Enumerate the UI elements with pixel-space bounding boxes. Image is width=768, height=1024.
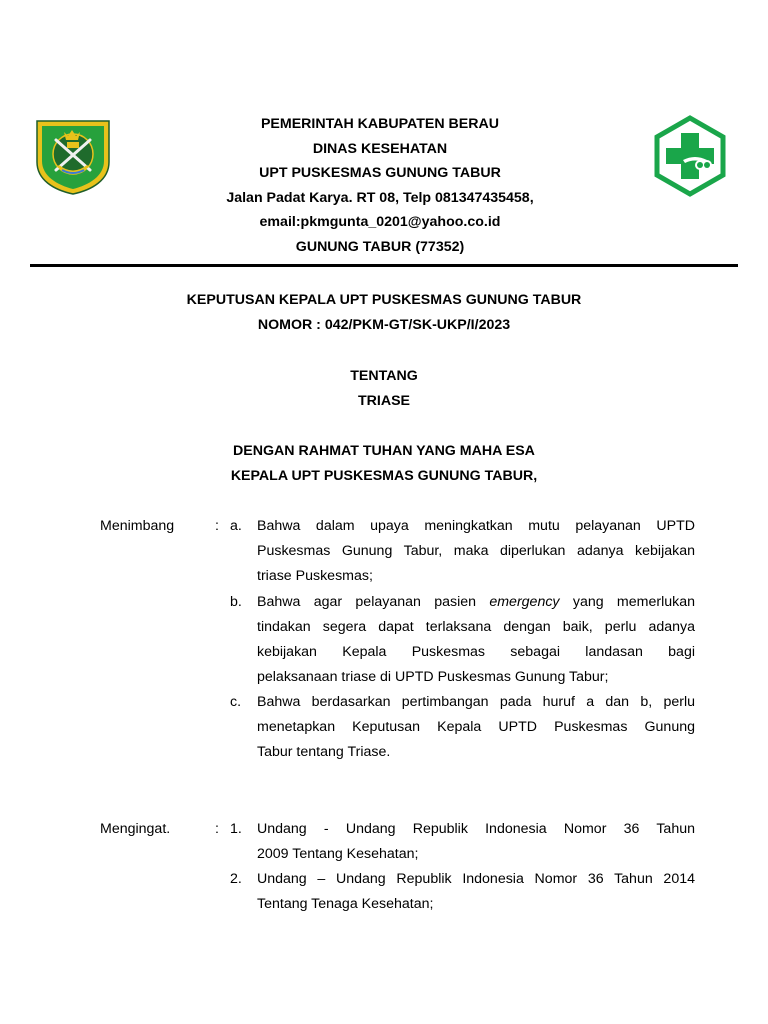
letterhead-department: DINAS KESEHATAN [312, 140, 448, 157]
text-line: menetapkan Keputusan Kepala UPTD Puskesmas Gunung [257, 719, 695, 735]
letterhead-city: GUNUNG TABUR (77352) [295, 238, 465, 255]
list-item-text [257, 514, 695, 589]
text-line: triase Puskesmas; [257, 568, 373, 584]
text-segment: yang memerlukan [559, 594, 695, 610]
emphasized-term: emergency [489, 594, 560, 610]
decree-number: NOMOR : 042/PKM-GT/SK-UKP/I/2023 [257, 317, 511, 333]
list-marker: b. [230, 594, 242, 610]
list-item-text [257, 590, 695, 690]
decree-heading [0, 288, 768, 338]
list-item-text [257, 690, 695, 765]
text-line: Undang – Undang Republik Indonesia Nomor 36 Tahun 2014 [257, 871, 695, 887]
text-line: pelaksanaan triase di UPTD Puskesmas Gunung Tabur; [257, 669, 609, 685]
berau-regency-emblem-icon [34, 118, 112, 196]
list-marker: a. [230, 518, 242, 534]
list-item-text [257, 867, 695, 917]
opening-head-of-office: KEPALA UPT PUSKESMAS GUNUNG TABUR, [230, 468, 538, 484]
mengingat-item-1 [230, 817, 695, 867]
text-line: Undang - Undang Republik Indonesia Nomor 36 Tahun [257, 821, 695, 837]
letterhead [140, 112, 620, 259]
list-marker: c. [230, 694, 242, 710]
decree-opening [0, 439, 768, 489]
text-line: Tentang Tenaga Kesehatan; [257, 896, 434, 912]
mengingat-item-2 [230, 867, 695, 917]
menimbang-item-c [230, 690, 695, 765]
text-line: Tabur tentang Triase. [257, 744, 391, 760]
decree-subject [0, 364, 768, 414]
menimbang-colon: : [215, 518, 219, 534]
text-line: Bahwa dalam upaya meningkatkan mutu pelayanan UPTD [257, 518, 695, 534]
letterhead-email: email:pkmgunta_0201@yahoo.co.id [259, 214, 501, 230]
list-item-text [257, 817, 695, 867]
text-line: Puskesmas Gunung Tabur, maka diperlukan adanya kebijakan [257, 543, 695, 559]
list-marker: 1. [230, 821, 242, 837]
puskesmas-logo-icon [649, 115, 731, 197]
decree-about-subject: TRIASE [357, 393, 411, 409]
opening-divine-grace: DENGAN RAHMAT TUHAN YANG MAHA ESA [233, 443, 535, 459]
mengingat-label: Mengingat. [100, 821, 171, 837]
text-line: kebijakan Kepala Puskesmas sebagai landasan bagi [257, 644, 695, 660]
text-line: tindakan segera dapat terlaksana dengan baik, perlu adanya [257, 619, 695, 635]
menimbang-item-a [230, 514, 695, 589]
letterhead-address: Jalan Padat Karya. RT 08, Telp 081347435458, [226, 189, 534, 206]
text-line [257, 590, 695, 615]
letterhead-divider [30, 264, 738, 267]
text-line: 2009 Tentang Kesehatan; [257, 846, 419, 862]
menimbang-item-b [230, 590, 695, 690]
text-line: Bahwa berdasarkan pertimbangan pada huruf a dan b, perlu [257, 694, 695, 710]
mengingat-colon: : [215, 821, 219, 837]
letterhead-government: PEMERINTAH KABUPATEN BERAU [260, 116, 500, 132]
decree-title: KEPUTUSAN KEPALA UPT PUSKESMAS GUNUNG TABUR [186, 292, 582, 308]
text-segment: Bahwa agar pelayanan pasien [257, 594, 490, 610]
letterhead-institution: UPT PUSKESMAS GUNUNG TABUR [259, 165, 501, 181]
list-marker: 2. [230, 871, 242, 887]
decree-about-label: TENTANG [350, 368, 418, 384]
menimbang-label: Menimbang [100, 518, 175, 534]
